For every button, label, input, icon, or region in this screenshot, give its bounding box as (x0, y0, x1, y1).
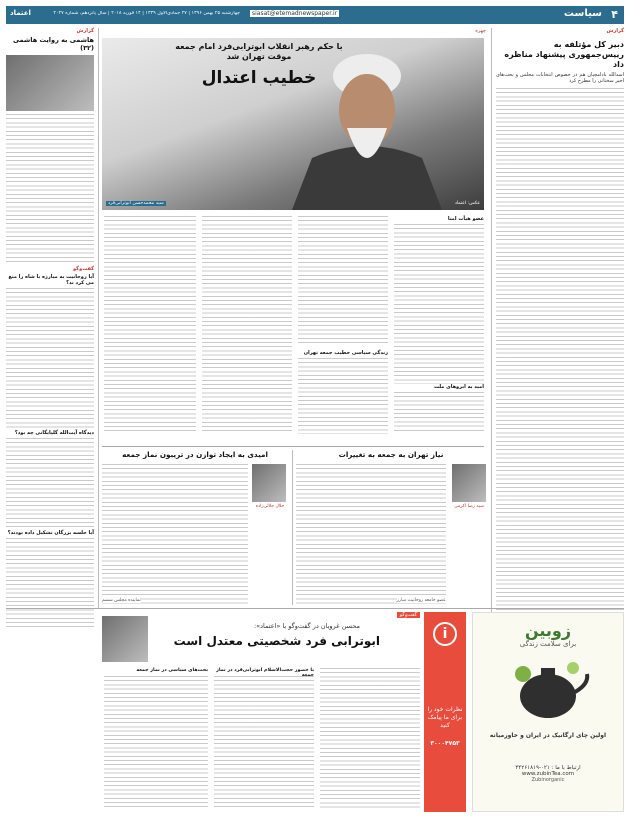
left-sub-kicker: گفت‌وگو (73, 266, 94, 272)
mid-title[interactable]: نیاز تهران به جمعه به تغییرات (338, 450, 444, 459)
left-kicker: گزارش (76, 28, 94, 34)
bottom-title[interactable]: ابوترابی فرد شخصیتی معتدل است (173, 634, 380, 648)
page-number: ۴ (611, 8, 618, 21)
mid-author: سید رضا اکرمی (454, 504, 484, 509)
mid-story (296, 450, 486, 605)
masthead-email[interactable]: siasat@etemadnewspaper.ir (252, 10, 338, 17)
mid2-author-role: نماینده مجلس ششم (102, 598, 141, 603)
main-columns (102, 214, 484, 444)
info-icon: i (433, 622, 457, 646)
masthead-logo: اعتماد (10, 9, 31, 17)
ad-brand: زوبین (524, 621, 572, 640)
left-q3: آیا جلسه بزرگان تشکیل داده بودند؟ (7, 530, 94, 536)
mid-story-2 (102, 450, 288, 605)
ad-slogan: برای سلامت زندگی (519, 640, 577, 648)
ad-social[interactable]: Zubinorganic (531, 777, 565, 783)
right-title[interactable]: دبیر کل مؤتلفه به رییس‌جمهوری پیشنهاد مناظره داد (504, 40, 624, 69)
main-col-head-2: زندگی سیاسی خطیب جمعه تهران (303, 350, 388, 356)
section-title: سیاست (563, 8, 602, 19)
bottom-photo (102, 616, 148, 662)
main-title[interactable]: خطیب اعتدال (201, 68, 317, 88)
left-column (6, 28, 94, 608)
right-lead: اسدالله بادامچیان هم در خصوص انتخابات مجلس و بحث‌های اخیر سخنانی را مطرح کرد (496, 72, 624, 84)
ad-site[interactable]: www.zubinTea.com (521, 771, 575, 777)
mid-author-photo (452, 464, 486, 502)
main-col-head-3: امید به ابروهای ملت (394, 384, 484, 390)
main-col-head-1: عضو هیأت امنا (447, 216, 484, 222)
ad-box[interactable] (472, 612, 624, 812)
left-q2: دیدگاه آیت‌الله گلپایگانی چه بود؟ (14, 430, 94, 436)
info-number: ۳۰۰۰۴۷۵۳ (430, 740, 460, 747)
right-column (496, 28, 624, 688)
main-kicker: چهره (475, 28, 486, 34)
mid2-title[interactable]: امیدی به ایجاد توازن در تریبون نماز جمعه (122, 450, 268, 459)
bottom-supertitle: محسن غرویان در گفت‌وگو با «اعتماد»: (253, 622, 360, 630)
bottom-story (102, 612, 420, 812)
masthead-date: چهارشنبه ۲۵ بهمن ۱۳۹۶ | ۲۷ جمادی‌الاول ۱۴۳۹ | ۱۴ فوریه ۲۰۱۸ | سال پانزدهم، شماره ۴۰۲۷ (53, 11, 240, 16)
right-kicker: گزارش (606, 28, 624, 34)
left-photo (6, 55, 94, 111)
ad-line: اولین چای ارگانیک در ایران و خاورمیانه (489, 732, 607, 739)
bottom-kicker: گفت‌وگو (397, 612, 420, 618)
bottom-q2: بحث‌های سیاسی در نماز جمعه (136, 668, 208, 673)
teapot-icon (503, 654, 593, 724)
left-q1: آیا روحانیت به مبارزه با شاه را منع می کرد ند؟ (8, 274, 94, 286)
info-text: نظرات خود را برای ما پیامک کنید (427, 706, 463, 729)
main-photo (102, 38, 484, 210)
main-supertitle: با حکم رهبر انقلاب ابوترابی‌فرد امام جمعه موقت تهران شد (175, 42, 343, 61)
main-photo-credit: عکس: اعتماد (454, 201, 480, 206)
mid2-author-photo (252, 464, 286, 502)
left-title[interactable]: هاشمی به روایت هاشمی (۳۲) (12, 36, 94, 52)
main-photo-caption: سید محمدحسن ابوترابی‌فرد (108, 201, 164, 206)
mid-author-role: عضو جامعه روحانیت مبارز (396, 598, 446, 603)
ad-phone: ارتباط با ما : ۰۲۱-۴۴۲۶۱۸۱۹ (515, 765, 581, 771)
bottom-q1: با حضور حجت‌الاسلام ابوترابی‌فرد در نماز جمعه (216, 668, 314, 678)
info-box[interactable] (424, 612, 466, 812)
mid2-author: جلال جلالی‌زاده (255, 504, 285, 509)
